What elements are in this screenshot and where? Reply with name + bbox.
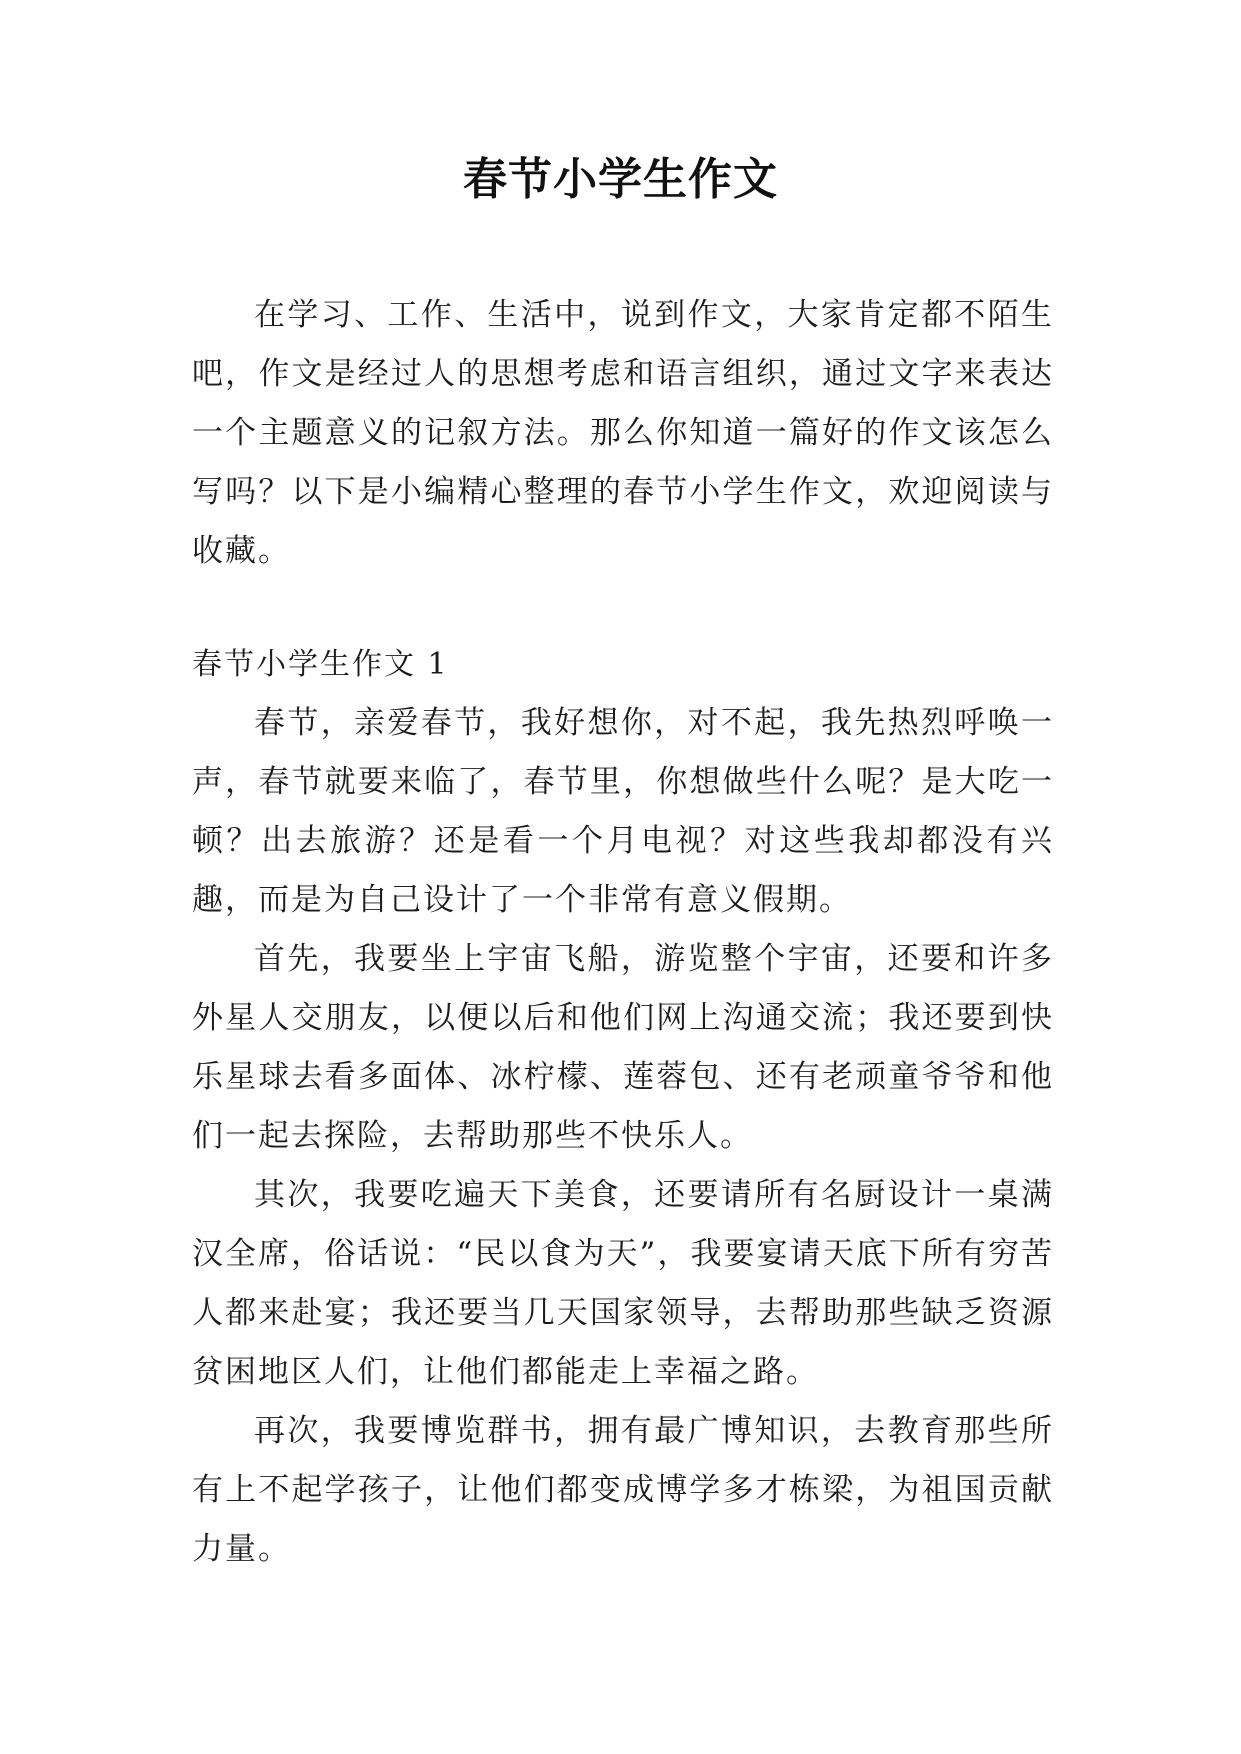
essay-paragraph-1: 春节，亲爱春节，我好想你，对不起，我先热烈呼唤一声，春节就要来临了，春节里，你想做些什么呢？是大吃一顿？出去旅游？还是看一个月电视？对这些我却都没有兴趣，而是为自己设计了一个非常有意义假期。 [192,705,1054,918]
section-heading: 春节小学生作文 1 [192,647,449,682]
essay-body [192,694,1054,1579]
intro-section [192,286,1054,581]
intro-paragraph: 在学习、工作、生活中，说到作文，大家肯定都不陌生吧，作文是经过人的思想考虑和语言组织，通过文字来表达一个主题意义的记叙方法。那么你知道一篇好的作文该怎么写吗？以下是小编精心整理的春节小学生作文，欢迎阅读与收藏。 [192,297,1054,569]
essay-paragraph-4: 再次，我要博览群书，拥有最广博知识，去教育那些所有上不起学孩子，让他们都变成博学多才栋梁，为祖国贡献力量。 [192,1413,1054,1567]
essay-paragraph-2: 首先，我要坐上宇宙飞船，游览整个宇宙，还要和许多外星人交朋友，以便以后和他们网上沟通交流；我还要到快乐星球去看多面体、冰柠檬、莲蓉包、还有老顽童爷爷和他们一起去探险，去帮助那些不快乐人。 [192,941,1054,1154]
document-title: 春节小学生作文 [463,154,778,205]
essay-paragraph-3: 其次，我要吃遍天下美食，还要请所有名厨设计一桌满汉全席，俗话说：“民以食为天”，我要宴请天底下所有穷苦人都来赴宴；我还要当几天国家领导，去帮助那些缺乏资源贫困地区人们，让他们都能走上幸福之路。 [192,1177,1054,1390]
